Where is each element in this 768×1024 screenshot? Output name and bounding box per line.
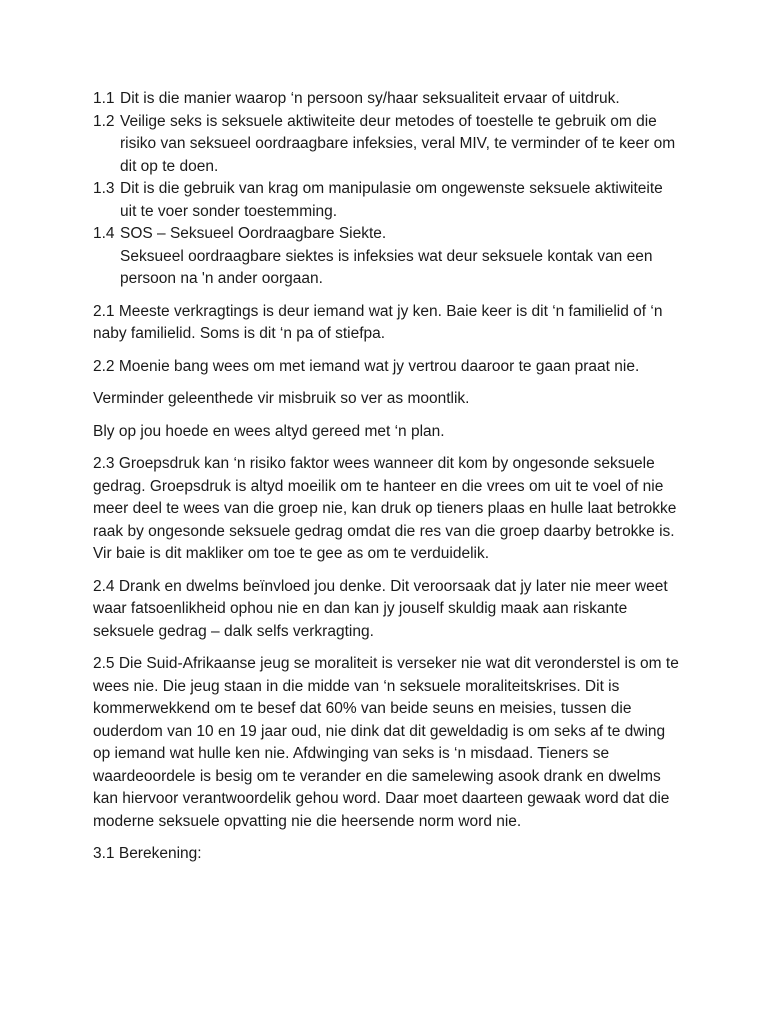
paragraph-2-3: 2.3 Groepsdruk kan ‘n risiko faktor wees wanneer dit kom by ongesonde seksuele gedrag. Groepsdruk is altyd moeilik om te hanteer en die vrees om uit te voel of nie meer deel te wees van die groep nie, kan druk op tieners plaas en hulle laat betrokke raak by ongesonde seksuele gedrag omdat die res van die groep daarby betrokke is. Vir baie is dit makliker om toe te gee as om te verduidelik.	[93, 455, 677, 562]
paragraph-bly: Bly op jou hoede en wees altyd gereed met ‘n plan.	[93, 422, 445, 440]
list-number: 1.2	[93, 112, 115, 130]
list-item-1-3	[93, 178, 683, 223]
list-number: 1.3	[93, 180, 115, 197]
list-text: SOS – Seksueel Oordraagbare Siekte.	[120, 225, 387, 242]
list-text: Dit is die gebruik van krag om manipulasie om ongewenste seksuele aktiwiteite uit te voer sonder toestemming.	[120, 180, 663, 220]
list-text: Dit is die manier waarop ‘n persoon sy/haar seksualiteit ervaar of uitdruk.	[120, 90, 620, 107]
paragraph-2-2: 2.2 Moenie bang wees om met iemand wat jy vertrou daaroor te gaan praat nie.	[93, 357, 640, 375]
list-item-1-1	[93, 88, 683, 111]
paragraph-2-1: 2.1 Meeste verkragtings is deur iemand wat jy ken. Baie keer is dit ‘n familielid of ‘n naby familielid. Soms is dit ‘n pa of stiefpa.	[93, 302, 663, 342]
paragraph-2-4: 2.4 Drank en dwelms beïnvloed jou denke. Dit veroorsaak dat jy later nie meer weet waar fatsoenlikheid ophou nie en dan kan jy jouself skuldig maak aan riskante seksuele gedrag – dalk selfs verkragting.	[93, 577, 668, 640]
paragraph-2-5: 2.5 Die Suid-Afrikaanse jeug se moraliteit is verseker nie wat dit veronderstel is om te wees nie. Die jeug staan in die midde van ‘n seksuele moraliteitskrises. Dit is kommerwekkend om te besef dat 60% van beide seuns en meisies, tussen die ouderdom van 10 en 19 jaar oud, nie dink dat dit geweldadig is om seks af te dwing op iemand wat hulle ken nie. Afdwinging van seks is ‘n misdaad. Tieners se waardeoordele is besig om te verander en die samelewing asook drank en dwelms kan hiervoor verantwoordelik gehou word. Daar moet daarteen gewaak word dat die moderne seksuele opvatting nie die heersende norm word nie.	[93, 655, 679, 830]
list-number: 1.1	[93, 90, 115, 107]
document-page	[93, 88, 683, 866]
list-text: Veilige seks is seksuele aktiwiteite deur metodes of toestelle te gebruik om die risiko van seksueel oordraagbare infeksies, veral MIV, te verminder of te keer om dit op te doen.	[120, 112, 676, 175]
list-item-1-4	[93, 223, 683, 291]
list-number: 1.4	[93, 225, 115, 242]
list-text-continued: Seksueel oordraagbare siektes is infeksies wat deur seksuele kontak van een persoon na 'n ander oorgaan.	[120, 247, 653, 287]
paragraph-verminder: Verminder geleenthede vir misbruik so ver as moontlik.	[93, 390, 470, 407]
paragraph-3-1: 3.1 Berekening:	[93, 845, 202, 862]
list-item-1-2	[93, 111, 683, 179]
